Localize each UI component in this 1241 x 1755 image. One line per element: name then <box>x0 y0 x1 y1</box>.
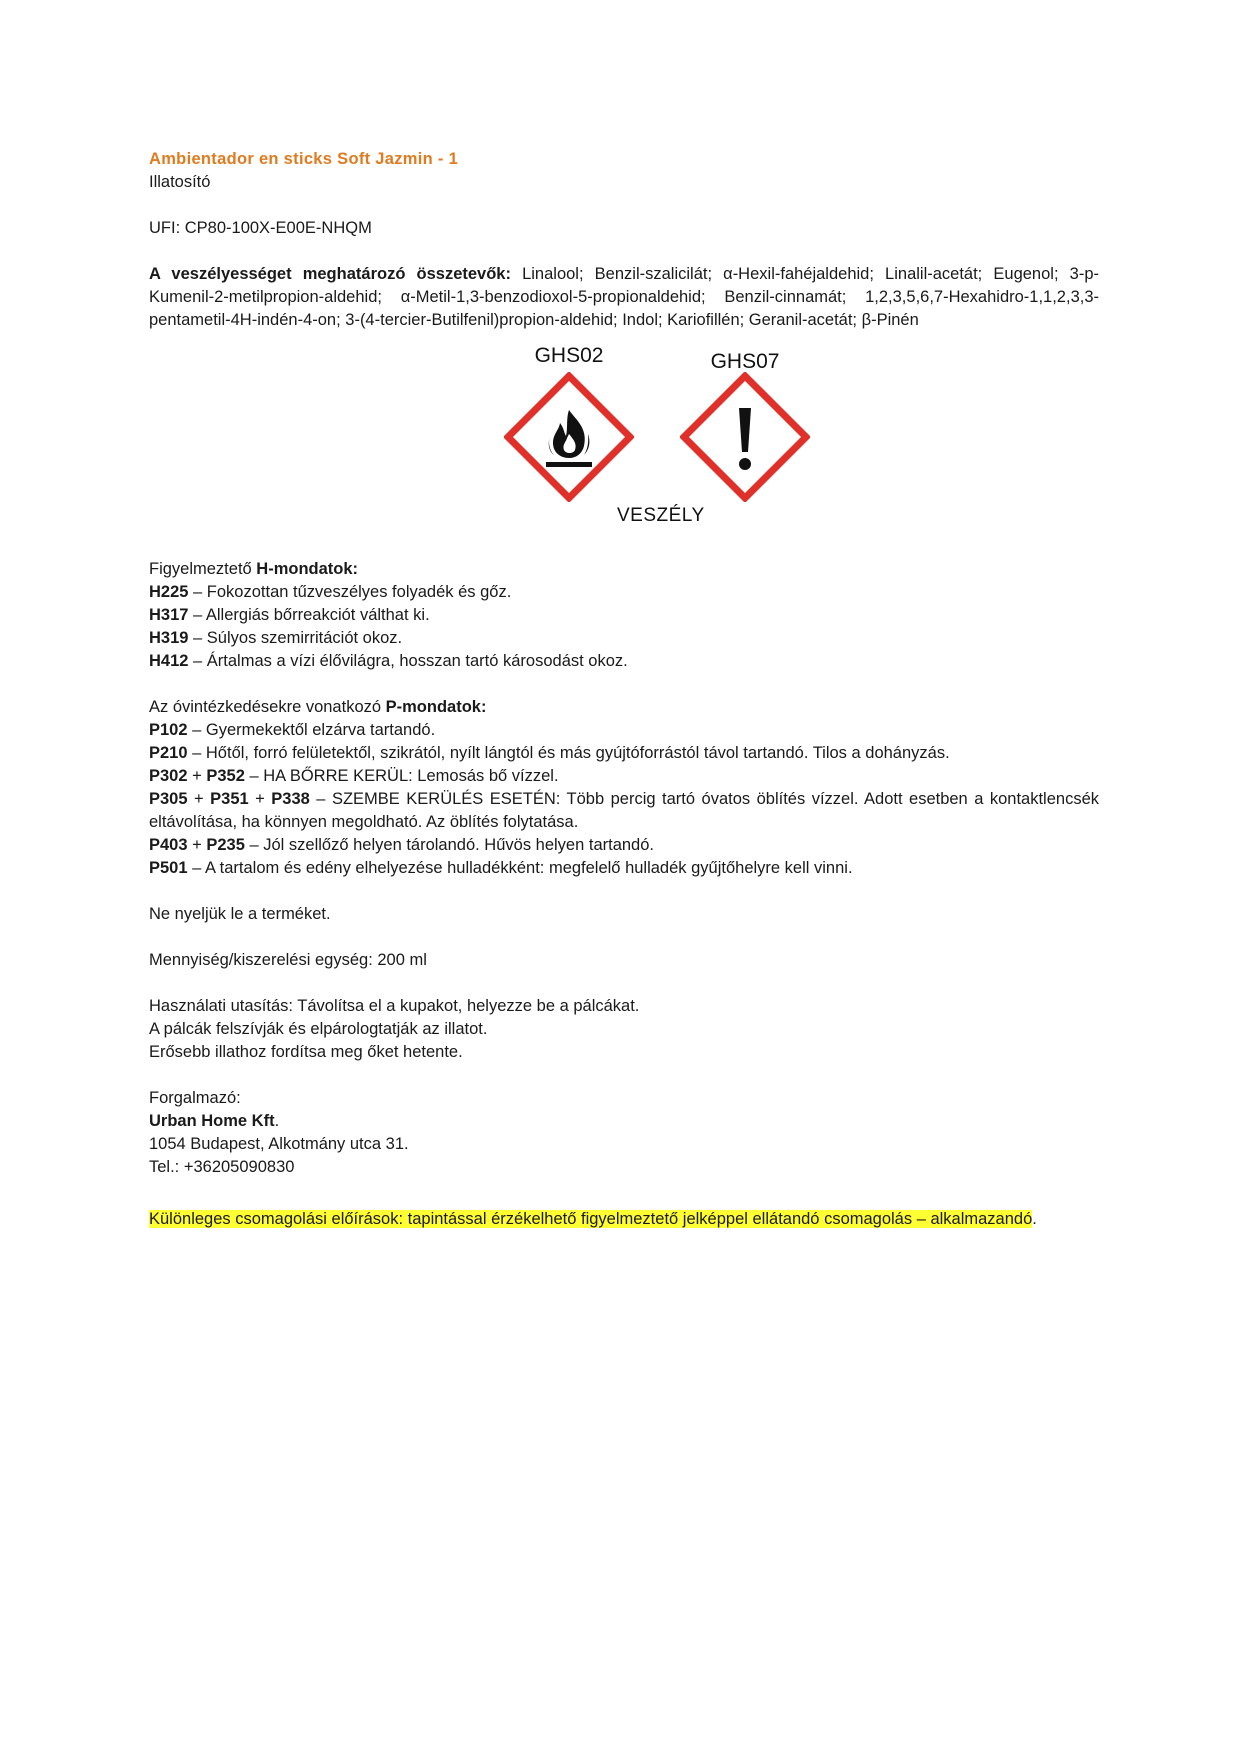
product-subtitle: Illatosító <box>149 173 211 191</box>
p-code: P302 <box>149 767 188 785</box>
h-statement <box>149 627 1099 650</box>
p-plus: + <box>187 836 207 854</box>
p-text: – A tartalom és edény elhelyezése hulladékként: megfelelő hulladék gyűjtőhelyre kell vinni. <box>187 859 853 877</box>
quantity: Mennyiség/kiszerelési egység: 200 ml <box>149 951 427 969</box>
exclamation-icon <box>680 372 810 502</box>
ghs07-pictogram <box>680 344 810 509</box>
p-statement <box>149 834 1099 857</box>
distributor-name-suffix: . <box>274 1112 280 1130</box>
p-plus: + <box>187 790 211 808</box>
h-intro-bold: H-mondatok: <box>256 560 359 578</box>
p-code: P351 <box>210 790 249 808</box>
usage-line: Használati utasítás: Távolítsa el a kupakot, helyezze be a pálcákat. <box>149 997 640 1015</box>
p-code: P305 <box>149 790 188 808</box>
p-text: – Jól szellőző helyen tárolandó. Hűvös helyen tartandó. <box>244 836 654 854</box>
p-text: – Gyermekektől elzárva tartandó. <box>187 721 436 739</box>
signal-word: VESZÉLY <box>617 505 705 526</box>
p-code: P210 <box>149 744 188 762</box>
p-statement <box>149 857 1099 880</box>
p-intro: Az óvintézkedésekre vonatkozó <box>149 698 386 716</box>
p-code: P352 <box>206 767 245 785</box>
h-code: H319 <box>149 629 189 647</box>
p-text: – Hőtől, forró felületektől, szikrától, nyílt lángtól és más gyújtóforrástól távol tartandó. Tilos a dohányzás. <box>187 744 950 762</box>
p-text: – HA BŐRRE KERÜL: Lemosás bő vízzel. <box>244 767 559 785</box>
usage-instructions <box>149 995 1099 1064</box>
h-code: H225 <box>149 583 189 601</box>
h-statement <box>149 604 1099 627</box>
distributor-name-text: Urban Home Kft <box>149 1112 275 1130</box>
p-statements <box>149 696 1099 880</box>
p-intro-bold: P-mondatok: <box>385 698 487 716</box>
p-text: – SZEMBE KERÜLÉS ESETÉN: Több percig tartó óvatos öblítés vízzel. Adott esetben a kontaktlencsék eltávolítása, ha könnyen megoldható. Az öblítés folytatása. <box>149 790 1099 831</box>
h-statement <box>149 650 1099 673</box>
h-statement <box>149 581 1099 604</box>
hazard-components-text: Linalool; Benzil-szalicilát; α-Hexil-fahéjaldehid; Linalil-acetát; Eugenol; 3-p-Kumenil-2-metilpropion-aldehid; α-Metil-1,3-benzodioxol-5-propionaldehid; Benzil-cinnamát; 1,2,3,5,6,7-Hexahidro-1,1,2,3,3-pentametil-4H-indén-4-on; 3-(4-tercier-Butilfenil)propion-aldehid; Indol; Kariofillén; Geranil-acetát; β-Pinén <box>149 265 1099 329</box>
p-statement <box>149 719 1099 742</box>
h-intro: Figyelmeztető <box>149 560 257 578</box>
packaging-note-end: . <box>1032 1210 1037 1228</box>
h-code: H317 <box>149 606 189 624</box>
hazard-components <box>149 263 1099 332</box>
h-text: – Allergiás bőrreakciót válthat ki. <box>188 606 430 624</box>
p-statement <box>149 765 1099 788</box>
packaging-note <box>149 1208 1099 1231</box>
distributor-block <box>149 1087 1099 1179</box>
product-title: Ambientador en sticks Soft Jazmin - 1 <box>149 150 459 168</box>
distributor-label: Forgalmazó: <box>149 1089 241 1107</box>
h-text: – Fokozottan tűzveszélyes folyadék és gőz. <box>188 583 512 601</box>
h-statements <box>149 558 1099 673</box>
p-plus: + <box>187 767 207 785</box>
usage-line: A pálcák felszívják és elpárologtatják az illatot. <box>149 1020 488 1038</box>
p-code: P102 <box>149 721 188 739</box>
p-statement <box>149 742 1099 765</box>
hazard-components-label: A veszélyességet meghatározó összetevők: <box>149 265 511 283</box>
p-code: P235 <box>206 836 245 854</box>
ghs07-label: GHS07 <box>710 350 780 373</box>
h-code: H412 <box>149 652 189 670</box>
p-code: P338 <box>271 790 310 808</box>
flame-icon <box>504 372 634 502</box>
label-content <box>149 148 1099 1231</box>
p-code: P403 <box>149 836 188 854</box>
usage-line: Erősebb illathoz fordítsa meg őket hetente. <box>149 1043 463 1061</box>
ghs02-label: GHS02 <box>534 344 604 367</box>
ufi-code: UFI: CP80-100X-E00E-NHQM <box>149 219 372 237</box>
distributor-name <box>149 1110 1099 1133</box>
ghs-pictograms <box>149 344 1099 544</box>
distributor-address: 1054 Budapest, Alkotmány utca 31. <box>149 1135 409 1153</box>
distributor-phone: Tel.: +36205090830 <box>149 1158 295 1176</box>
p-plus: + <box>248 790 272 808</box>
p-statements-heading <box>149 696 1099 719</box>
no-swallow-note: Ne nyeljük le a terméket. <box>149 905 331 923</box>
packaging-note-text: Különleges csomagolási előírások: tapintással érzékelhető figyelmeztető jelképpel ellátandó csomagolás – alkalmazandó <box>149 1210 1033 1228</box>
p-statement <box>149 788 1099 834</box>
ghs02-pictogram <box>504 344 634 509</box>
h-statements-heading <box>149 558 1099 581</box>
h-text: – Súlyos szemirritációt okoz. <box>188 629 403 647</box>
p-code: P501 <box>149 859 188 877</box>
h-text: – Ártalmas a vízi élővilágra, hosszan tartó károsodást okoz. <box>188 652 628 670</box>
